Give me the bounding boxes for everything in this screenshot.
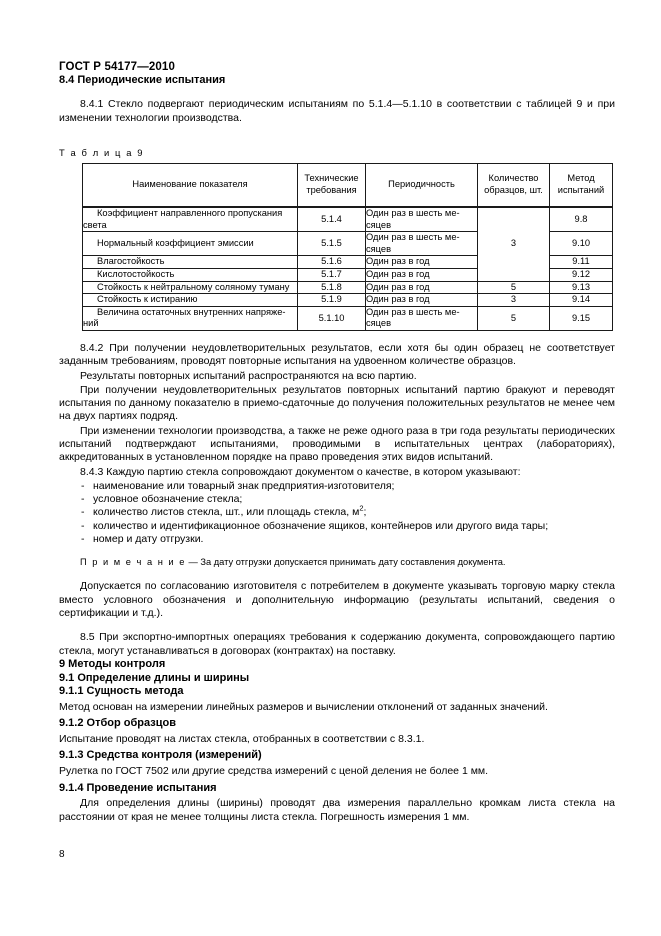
paragraph-8-4-2: 8.4.2 При получении неудовлетворительных результатов, если хотя бы один образец не соответствует заданным требованиям, проводят повторные испытания на удвоенном количестве образцов. — [59, 341, 615, 368]
note-paragraph — [59, 556, 615, 569]
paragraph-8-5: 8.5 При экспортно-импортных операциях требования к содержанию документа, сопровождающего партию стекла, могут устанавливаться в договорах (контрактах) на поставку. — [59, 631, 615, 657]
paragraph-8-4-3: 8.4.3 Каждую партию стекла сопровождают документом о качестве, в котором указывают: — [80, 465, 521, 478]
column-header-method: Метод испытаний — [550, 163, 613, 207]
cell-tech: 5.1.10 — [298, 306, 366, 330]
cell-qty: 5 — [478, 306, 550, 330]
superscript-square: 2 — [359, 503, 364, 513]
table-caption: Т а б л и ц а 9 — [59, 146, 145, 158]
running-header: ГОСТ Р 54177—2010 — [59, 61, 176, 73]
heading-9-1-4: 9.1.4 Проведение испытания — [59, 781, 217, 794]
cell-name: Стойкость к истиранию — [83, 294, 298, 307]
heading-8-4: 8.4 Периодические испытания — [59, 73, 226, 86]
cell-name: Кислотостойкость — [83, 268, 298, 281]
list-item-label: условное обозначение стекла; — [93, 493, 243, 506]
cell-period: Один раз в год — [366, 268, 478, 281]
list-item — [59, 493, 615, 506]
list-item — [59, 520, 615, 533]
cell-method: 9.10 — [550, 232, 613, 256]
dash-bullet-icon: - — [81, 493, 85, 506]
cell-method: 9.8 — [550, 207, 613, 232]
cell-tech: 5.1.9 — [298, 294, 366, 307]
note-text: — За дату отгрузки допускается принимать дату составления документа. — [188, 557, 506, 568]
cell-period: Один раз в год — [366, 256, 478, 269]
paragraph-9-1-2: Испытание проводят на листах стекла, отобранных в соответствии с 8.3.1. — [59, 733, 425, 746]
dash-bullet-icon: - — [81, 533, 85, 546]
cell-period: Один раз в шесть месяцев — [366, 306, 478, 330]
list-item — [59, 503, 615, 519]
cell-tech: 5.1.7 — [298, 268, 366, 281]
paragraph-9-1-3: Рулетка по ГОСТ 7502 или другие средства измерений с ценой деления не более 1 мм. — [59, 765, 489, 778]
page-number: 8 — [59, 849, 65, 860]
cell-name: Величина остаточных внутренних напряжений — [83, 306, 298, 330]
heading-9-1-3: 9.1.3 Средства контроля (измерений) — [59, 749, 262, 762]
cell-name: Стойкость к нейтральному соляному туману — [83, 281, 298, 294]
paragraph-repeat-results: Результаты повторных испытаний распространяются на всю партию. — [80, 369, 417, 382]
cell-tech: 5.1.4 — [298, 207, 366, 232]
cell-period: Один раз в шесть месяцев — [366, 207, 478, 232]
list-item-label-prefix: количество листов стекла, шт., или площадь стекла, м — [93, 506, 360, 519]
cell-period: Один раз в год — [366, 281, 478, 294]
heading-9-1: 9.1 Определение длины и ширины — [59, 671, 250, 684]
table-header-row — [83, 163, 613, 207]
cell-name: Влагостойкость — [83, 256, 298, 269]
paragraph-9-1-1: Метод основан на измерении линейных размеров и вычислении отклонений от заданных значений. — [59, 701, 548, 714]
column-header-tech: Технические требования — [298, 163, 366, 207]
cell-name: Коэффициент направленного пропускания света — [83, 207, 298, 232]
cell-method: 9.11 — [550, 256, 613, 269]
cell-qty: 3 — [478, 207, 550, 281]
list-item-label: количество и идентификационное обозначение ящиков, контейнеров или другого вида тары; — [93, 519, 549, 532]
list-item — [59, 533, 615, 546]
cell-period: Один раз в шесть месяцев — [366, 232, 478, 256]
list-item-label: номер и дату отгрузки. — [93, 533, 204, 546]
cell-method: 9.14 — [550, 294, 613, 307]
cell-qty: 5 — [478, 281, 550, 294]
paragraph-reject-batch: При получении неудовлетворительных результатов повторных испытаний партию бракуют и переводят испытания по данному показателю в приемо-сдаточные до получения положительных результатов не менее чем на двух партиях подряд. — [59, 383, 615, 423]
paragraph-trademark: Допускается по согласованию изготовителя с потребителем в документе указывать торговую марку стекла вместо условного обозначения и дополнительную информацию (результаты испытаний, сведения о сертификации и т.д.). — [59, 580, 615, 619]
list-item-label: наименование или товарный знак предприятия-изготовителя; — [93, 479, 395, 492]
dash-bullet-icon: - — [81, 479, 85, 492]
cell-period: Один раз в год — [366, 294, 478, 307]
cell-method: 9.15 — [550, 306, 613, 330]
paragraph-technology-change: При изменении технологии производства, а также не реже одного раза в три года результаты периодических испытаний подтверждают испытаниями, проводимыми в испытательных центрах (лабораториях), аккредитованных в установленном порядке на право проведения этих видов испытаний. — [59, 424, 615, 464]
list-item-label-suffix: ; — [363, 506, 367, 519]
quality-document-list — [59, 480, 615, 546]
table-row — [83, 207, 613, 232]
table-row — [83, 306, 613, 330]
dash-bullet-icon: - — [81, 506, 85, 519]
cell-tech: 5.1.6 — [298, 256, 366, 269]
heading-9: 9 Методы контроля — [59, 657, 166, 670]
cell-tech: 5.1.8 — [298, 281, 366, 294]
heading-9-1-1: 9.1.1 Сущность метода — [59, 685, 184, 698]
table-row — [83, 281, 613, 294]
periodic-tests-table — [82, 163, 613, 331]
paragraph-8-4-1: 8.4.1 Стекло подвергают периодическим испытаниям по 5.1.4—5.1.10 в соответствии с таблицей 9 и при изменении технологии производства. — [59, 98, 615, 124]
cell-qty: 3 — [478, 294, 550, 307]
column-header-name: Наименование показателя — [83, 163, 298, 207]
heading-9-1-2: 9.1.2 Отбор образцов — [59, 717, 176, 730]
cell-name: Нормальный коэффициент эмиссии — [83, 232, 298, 256]
column-header-qty: Количество образцов, шт. — [478, 163, 550, 207]
page-content — [59, 0, 615, 824]
paragraph-9-1-4: Для определения длины (ширины) проводят два измерения параллельно кромкам листа стекла на расстоянии от края не менее толщины листа стекла. Погрешность измерения 1 мм. — [59, 797, 615, 823]
column-header-period: Периодичность — [366, 163, 478, 207]
note-label: П р и м е ч а н и е — [80, 557, 186, 568]
cell-method: 9.12 — [550, 268, 613, 281]
table-row — [83, 294, 613, 307]
cell-method: 9.13 — [550, 281, 613, 294]
cell-tech: 5.1.5 — [298, 232, 366, 256]
dash-bullet-icon: - — [81, 519, 85, 532]
list-item — [59, 480, 615, 493]
